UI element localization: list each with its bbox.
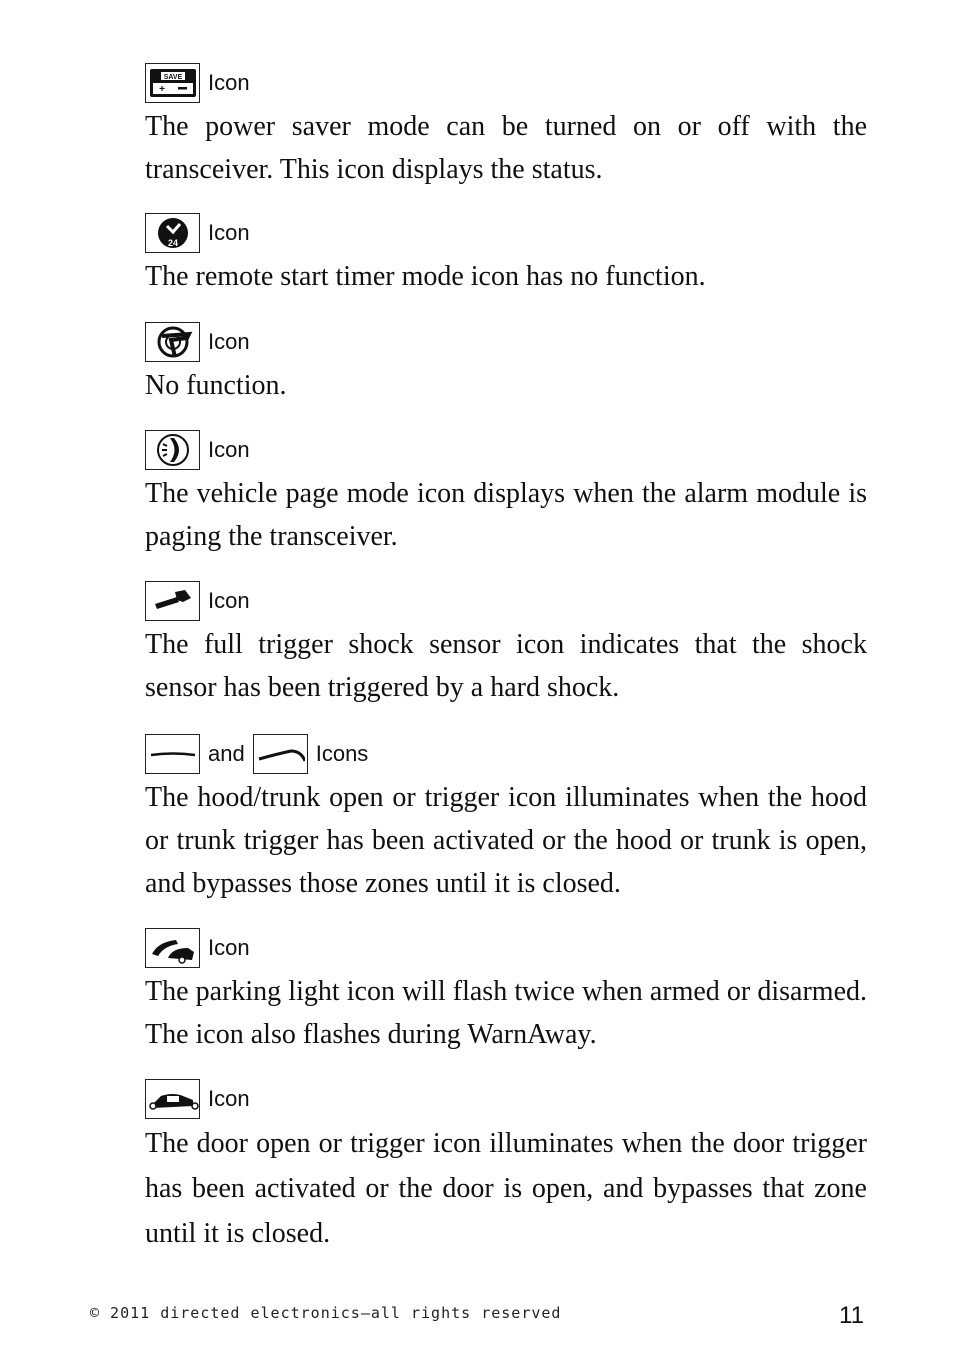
description: The full trigger shock sensor icon indicates that the shock sensor has been triggered by a hard shock. [145,629,867,703]
description: The power saver mode can be turned on or off with the transceiver. This icon displays the status. [145,111,867,185]
icon-label: Icon [208,70,250,95]
entry-vehicle-page [145,428,867,558]
icon-row [145,732,867,776]
parking-light-icon [145,928,200,968]
entry-parking-light [145,926,867,1056]
page-number: 11 [839,1302,864,1329]
door-open-icon [145,1079,200,1119]
hood-open-icon [253,734,308,774]
icon-label: Icon [208,437,250,462]
icon-label: Icon [208,329,250,354]
entry-power-saver [145,61,867,191]
icon-row [145,579,867,623]
icon-label: Icon [208,588,250,613]
remote-start-timer-icon [145,213,200,253]
description: No function. [145,370,287,401]
footer-copyright: © 2011 directed electronics—all rights reserved [90,1304,562,1322]
entry-remote-start-timer [145,211,867,298]
hood-closed-icon [145,734,200,774]
svg-text:24: 24 [167,238,178,248]
icon-label: Icon [208,1086,250,1111]
icon-row [145,211,867,255]
svg-text:+: + [158,84,165,95]
description: The door open or trigger icon illuminates when the door trigger has been activated or the door is open, and bypasses that zone until it is closed. [145,1128,867,1249]
description: The remote start timer mode icon has no function. [145,261,706,292]
svg-text:SAVE: SAVE [163,74,182,81]
entry-full-trigger-shock [145,579,867,709]
icon-row [145,61,867,105]
power-saver-icon [145,63,200,103]
icon-label: Icon [208,935,250,960]
icon-row [145,926,867,970]
icon-label: Icon [208,220,250,245]
icons-label: Icons [315,741,369,766]
entry-door-open [145,1077,867,1256]
description: The hood/trunk open or trigger icon illuminates when the hood or trunk trigger has been activated or the hood or trunk is open, and bypasses those zones until it is closed. [145,782,867,899]
and-label: and [208,741,245,766]
icon-row [145,320,867,364]
entry-steering-wheel [145,320,867,407]
icon-row [145,428,867,472]
vehicle-page-icon [145,430,200,470]
icon-row [145,1077,867,1121]
entry-hood-trunk [145,732,867,905]
steering-wheel-icon [145,322,200,362]
description: The vehicle page mode icon displays when the alarm module is paging the transceiver. [145,478,867,552]
full-trigger-shock-icon [145,581,200,621]
description: The parking light icon will flash twice when armed or disarmed. The icon also flashes during WarnAway. [145,976,867,1050]
